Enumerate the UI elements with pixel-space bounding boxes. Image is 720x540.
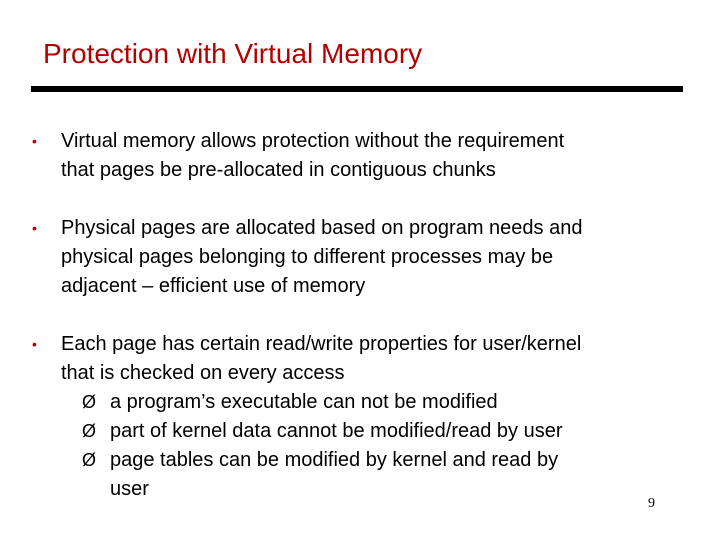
sub-bullet-text: part of kernel data cannot be modified/read by user xyxy=(110,420,563,442)
bullet-text: that pages be pre-allocated in contiguous chunks xyxy=(61,159,496,181)
arrow-bullet-icon: Ø xyxy=(82,421,97,441)
title-divider xyxy=(31,86,683,92)
bullet-marker: • xyxy=(32,133,37,149)
bullet-text: Virtual memory allows protection without the requirement xyxy=(61,130,565,152)
arrow-bullet-icon: Ø xyxy=(82,450,97,470)
sub-bullet-text: a program’s executable can not be modified xyxy=(110,391,498,413)
bullet-text: physical pages belonging to different processes may be xyxy=(61,246,554,268)
bullet-item-2 xyxy=(32,214,582,301)
bullet-text: adjacent – efficient use of memory xyxy=(61,275,366,297)
bullet-marker: • xyxy=(32,220,37,236)
sub-bullet-item xyxy=(82,417,563,446)
sub-bullet-text: page tables can be modified by kernel and read by xyxy=(110,449,559,471)
sub-bullet-item xyxy=(82,446,563,504)
bullet-text: Each page has certain read/write properties for user/kernel xyxy=(61,333,582,355)
arrow-bullet-icon: Ø xyxy=(82,392,97,412)
bullet-item-1 xyxy=(32,127,564,185)
slide-title: Protection with Virtual Memory xyxy=(43,38,423,69)
bullet-text: Physical pages are allocated based on program needs and xyxy=(61,217,583,239)
bullet-marker: • xyxy=(32,336,37,352)
sub-bullet-item xyxy=(82,388,563,417)
bullet-text: that is checked on every access xyxy=(61,362,345,384)
sub-bullet-list xyxy=(82,388,563,504)
sub-bullet-text: user xyxy=(110,478,149,500)
page-number: 9 xyxy=(648,496,655,511)
bullet-item-3 xyxy=(32,330,581,388)
